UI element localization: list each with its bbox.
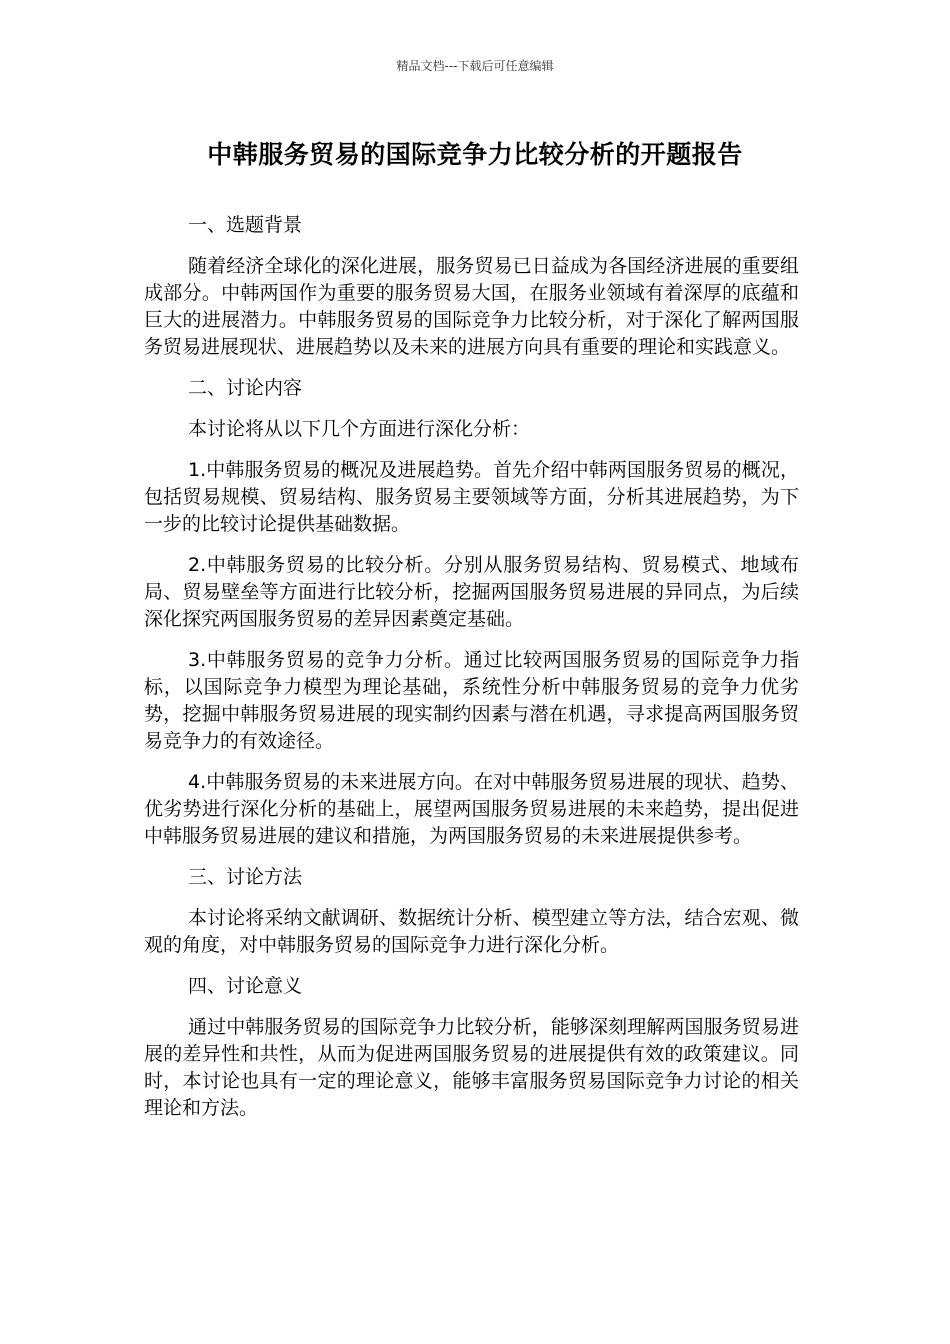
document-title: 中韩服务贸易的国际竞争力比较分析的开题报告 <box>207 140 743 169</box>
paragraph: 3.中韩服务贸易的竞争力分析。通过比较两国服务贸易的国际竞争力指标，以国际竞争力模型为理论基础，系统性分析中韩服务贸易的竞争力优劣势，挖掘中韩服务贸易进展的现实制约因素与潜在机遇，寻求提高两国服务贸易竞争力的有效途径。 <box>144 649 799 752</box>
paragraph: 4.中韩服务贸易的未来进展方向。在对中韩服务贸易进展的现状、趋势、优劣势进行深化分析的基础上，展望两国服务贸易进展的未来趋势，提出促进中韩服务贸易进展的建议和措施，为两国服务贸易的未来进展提供参考。 <box>144 771 799 847</box>
section-heading: 一、选题背景 <box>188 214 303 236</box>
paragraph: 本讨论将采纳文献调研、数据统计分析、模型建立等方法，结合宏观、微观的角度，对中韩服务贸易的国际竞争力进行深化分析。 <box>144 907 799 956</box>
paragraph: 2.中韩服务贸易的比较分析。分别从服务贸易结构、贸易模式、地域布局、贸易壁垒等方面进行比较分析，挖掘两国服务贸易进展的异同点，为后续深化探究两国服务贸易的差异因素奠定基础。 <box>144 554 799 630</box>
paragraph: 1.中韩服务贸易的概况及进展趋势。首先介绍中韩两国服务贸易的概况，包括贸易规模、贸易结构、服务贸易主要领域等方面，分析其进展趋势，为下一步的比较讨论提供基础数据。 <box>144 459 799 535</box>
section-significance <box>144 973 799 1122</box>
document-body <box>144 212 799 1136</box>
paragraph: 随着经济全球化的深化进展，服务贸易已日益成为各国经济进展的重要组成部分。中韩两国作为重要的服务贸易大国，在服务业领域有着深厚的底蕴和巨大的进展潜力。中韩服务贸易的国际竞争力比较分析，对于深化了解两国服务贸易进展现状、进展趋势以及未来的进展方向具有重要的理论和实践意义。 <box>144 255 799 358</box>
section-heading: 二、讨论内容 <box>188 377 303 399</box>
section-method <box>144 864 799 959</box>
header-note: 精品文档---下载后可任意编辑 <box>396 59 554 73</box>
section-content <box>144 375 799 850</box>
section-background <box>144 212 799 361</box>
section-heading: 四、讨论意义 <box>188 975 303 997</box>
section-heading: 三、讨论方法 <box>188 866 303 888</box>
paragraph: 通过中韩服务贸易的国际竞争力比较分析，能够深刻理解两国服务贸易进展的差异性和共性，从而为促进两国服务贸易的进展提供有效的政策建议。同时，本讨论也具有一定的理论意义，能够丰富服务贸易国际竞争力讨论的相关理论和方法。 <box>144 1016 799 1119</box>
paragraph: 本讨论将从以下几个方面进行深化分析： <box>188 418 531 440</box>
